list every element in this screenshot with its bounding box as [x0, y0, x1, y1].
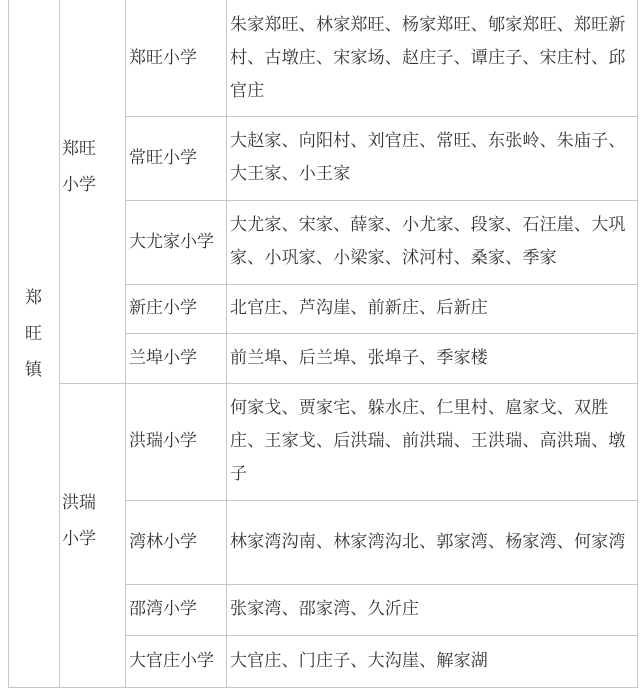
school-name: 洪瑞小学 — [129, 431, 197, 451]
villages-cell — [226, 333, 638, 383]
school-name: 大官庄小学 — [129, 651, 214, 671]
school-name: 邵湾小学 — [129, 599, 197, 619]
school-name: 郑旺小学 — [129, 47, 197, 68]
school-cell — [125, 333, 226, 383]
villages-cell — [226, 0, 638, 116]
villages-cell — [226, 116, 638, 200]
school-cell — [125, 0, 226, 116]
town-cell — [8, 0, 59, 688]
school-name: 湾林小学 — [129, 531, 197, 552]
village-list: 北官庄、芦沟崖、前新庄、后新庄 — [230, 298, 488, 318]
villages-cell — [226, 200, 638, 284]
villages-cell — [226, 584, 638, 635]
village-list: 大尤家、宋家、薛家、小尤家、段家、石汪崖、大巩家、小巩家、小梁家、沭河村、桑家、季家 — [230, 215, 626, 268]
row-divider — [59, 383, 638, 384]
villages-cell — [226, 284, 638, 333]
village-list: 何家戈、贾家宅、躲水庄、仁里村、扈家戈、双胜庄、王家戈、后洪瑞、前洪瑞、王洪瑞、高洪瑞、墩子 — [230, 398, 626, 484]
row-divider — [125, 584, 638, 585]
row-divider — [125, 116, 638, 117]
row-divider — [125, 635, 638, 636]
row-divider — [125, 500, 638, 501]
villages-cell — [226, 383, 638, 500]
school-name: 大尤家小学 — [129, 231, 214, 252]
village-list: 朱家郑旺、林家郑旺、杨家郑旺、郇家郑旺、郑旺新村、古墩庄、宋家场、赵庄子、谭庄子、宋庄村、邱官庄 — [230, 14, 626, 101]
town-label: 郑旺镇 — [25, 288, 42, 380]
row-divider — [125, 333, 638, 334]
village-list: 大官庄、门庄子、大沟崖、解家湖 — [230, 651, 488, 671]
column-divider — [59, 0, 60, 688]
village-list: 张家湾、邵家湾、久沂庄 — [230, 599, 420, 619]
village-list: 前兰埠、后兰埠、张埠子、季家楼 — [230, 347, 488, 368]
school-cell — [125, 635, 226, 688]
school-cell — [125, 116, 226, 200]
row-divider — [125, 200, 638, 201]
group-cell — [59, 0, 125, 383]
village-list: 林家湾沟南、林家湾沟北、郭家湾、杨家湾、何家湾 — [230, 531, 626, 552]
group-label: 洪瑞小学 — [62, 492, 96, 549]
village-list: 大赵家、向阳村、刘官庄、常旺、东张岭、朱庙子、大王家、小王家 — [230, 131, 626, 184]
school-name: 新庄小学 — [129, 298, 197, 318]
school-cell — [125, 383, 226, 500]
row-divider — [125, 284, 638, 285]
school-name: 常旺小学 — [129, 147, 197, 168]
school-cell — [125, 500, 226, 584]
school-name: 兰埠小学 — [129, 347, 197, 368]
villages-cell — [226, 500, 638, 584]
column-divider — [8, 0, 9, 688]
school-cell — [125, 284, 226, 333]
group-cell — [59, 383, 125, 688]
group-label: 郑旺小学 — [62, 138, 96, 195]
villages-cell — [226, 635, 638, 688]
school-cell — [125, 584, 226, 635]
school-cell — [125, 200, 226, 284]
